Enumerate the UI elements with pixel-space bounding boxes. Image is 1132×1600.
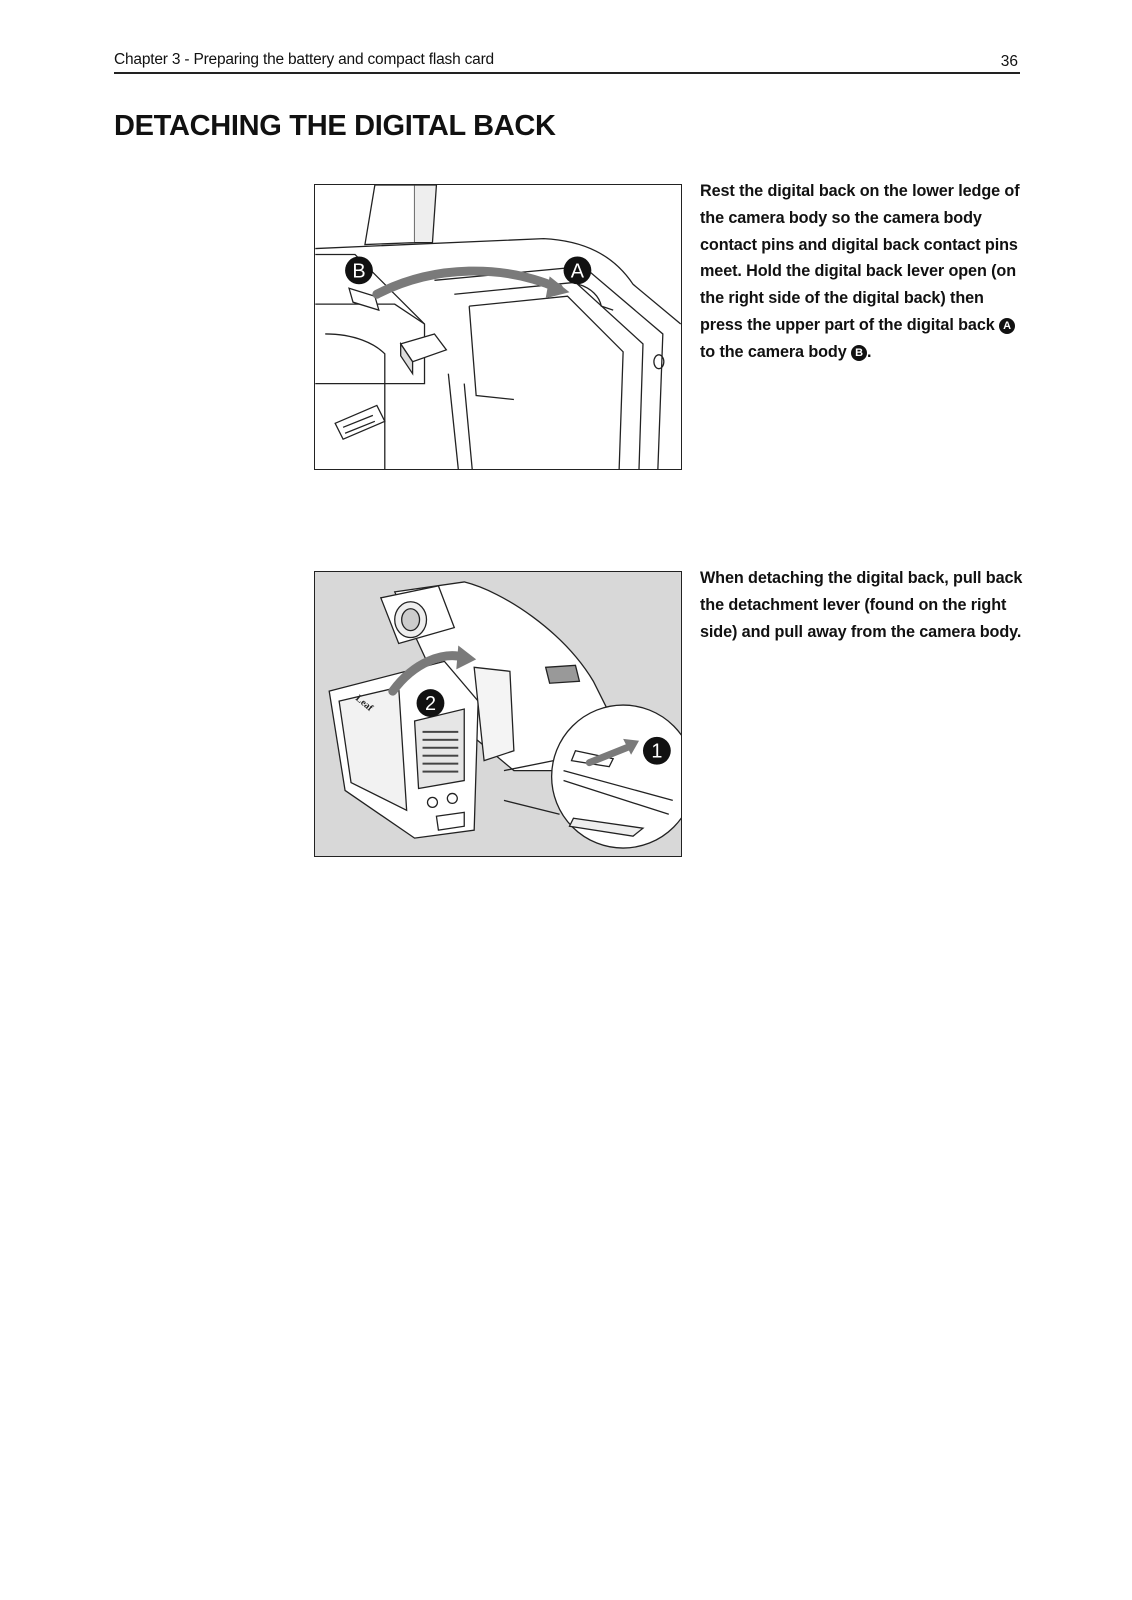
label-a-marker xyxy=(564,256,592,284)
label-two: 2 xyxy=(424,693,436,716)
page-header xyxy=(114,50,1020,74)
label-b: B xyxy=(352,260,366,283)
label-a: A xyxy=(570,260,585,283)
step1-text-middle: to the camera body xyxy=(700,342,847,361)
badge-a: A xyxy=(999,318,1015,334)
chapter-title: Chapter 3 - Preparing the battery and compact flash card xyxy=(114,51,494,68)
label-one: 1 xyxy=(651,740,663,763)
figure-attach-digital-back xyxy=(314,184,682,470)
step1-instructions xyxy=(700,178,1030,366)
step2-instructions: When detaching the digital back, pull back the detachment lever (found on the right side) and pull away from the camera body. xyxy=(700,569,1023,641)
step1-text-end: . xyxy=(867,342,872,361)
label-two-marker xyxy=(417,689,445,717)
page-number: 36 xyxy=(1000,53,1018,70)
step1-text-before: Rest the digital back on the lower ledge of the camera body so the camera body contact pins and digital back contact pins meet. Hold the digital back lever open (on the right side of the digital back) then press the upper part of the digital back xyxy=(700,182,1020,334)
brand-mark: Leaf xyxy=(353,692,375,714)
detach-illustration xyxy=(315,572,681,856)
attach-illustration xyxy=(315,185,681,469)
section-title: DETACHING THE DIGITAL BACK xyxy=(114,110,556,142)
badge-b: B xyxy=(851,345,867,361)
label-b-marker xyxy=(345,256,373,284)
label-one-marker xyxy=(643,737,671,765)
figure-detach-digital-back xyxy=(314,571,682,857)
